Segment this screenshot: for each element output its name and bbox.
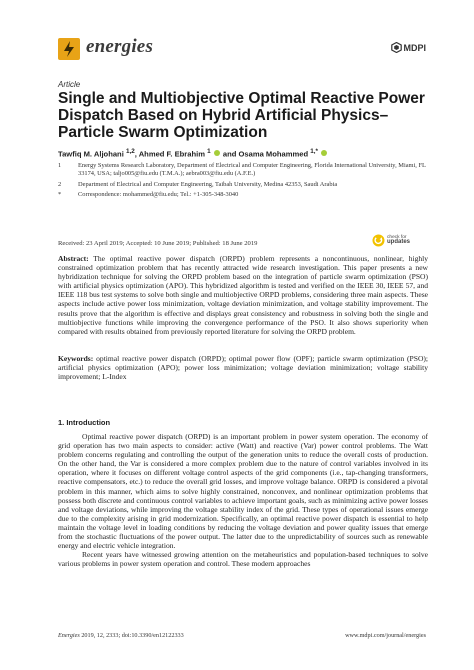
check-updates-icon [372,234,385,247]
keywords-text: optimal reactive power dispatch (ORPD); optimal power flow (OPF); particle swarm optimization (PSO); artificial physics optimization (APO); power loss minimization; voltage deviation minimization; voltage stability improvement; L-Index [58,354,429,382]
affiliation-mark: * [58,191,62,198]
badge-line-1: check for [387,234,407,240]
footer-journal: Energies [58,632,80,639]
author-affiliation-mark: 1,2 [125,148,135,155]
affiliation-2 [58,181,428,189]
intro-paragraph-1: Optimal reactive power dispatch (ORPD) is an important problem in power system operation. The economy of grid operation has two main aspects to consider: active (Watt) and reactive (Var) power control problems. The Watt problem concerns regulating and controlling the output of the generation units to reduce the overall costs of production. On the other hand, the Var is considered a more complex problem due to the nature of control variables involved in its operation, where it focuses on different voltage control aspects of the grid components (i.e., tap-changing transformers, reactive compensators, etc.) to reduce the overall grid losses, and improve voltage balance. ORPD is considered a pivotal problem in this manner, which aims to solve highly constrained, nonconvex, and nonlinear optimization problems that possess both discrete and continuous control variables to achieve important goals, such as minimizing active power losses and voltage deviations, while improving the voltage stability index of the grid. These types of operational issues emerge due to the complexity arising in grid modernization. Specifically, an optimal reactive power dispatch is essential to help maintain the voltage level in loading conditions by reducing the voltage deviation and power quality issues that emerge from the stochastic fluctuations of the power output. The latter due to the unpredictability of sources such as renewable energy and electric vehicle integration. [58,432,428,551]
author-affiliation-mark: 1,* [310,148,318,155]
affiliation-1 [58,162,428,179]
journal-name: energies [86,36,154,57]
page-footer [58,632,426,639]
footer-url[interactable]: www.mdpi.com/journal/energies [345,632,426,639]
author-name[interactable]: Ahmed F. Ebrahim [138,149,205,159]
orcid-icon[interactable] [321,150,327,156]
footer-citation [58,632,184,639]
correspondence-text: Correspondence: mohammed@fiu.edu; Tel.: +1-305-348-3040 [78,191,239,198]
publisher-name: MDPI [403,42,426,53]
author-affiliation-mark: 1 [207,148,211,155]
energies-logo-icon [58,38,80,60]
publication-dates: Received: 23 April 2019; Accepted: 10 June 2019; Published: 18 June 2019 [58,240,258,247]
author-list: Tawfiq M. Aljohani $^{1,2}$, Ahmed F. Ebrahim $^1$ and Osama Mohammed $^{1,*}$ [58,148,428,159]
abstract [58,254,428,336]
check-for-updates-badge[interactable] [372,232,416,248]
section-heading: 1. Introduction [58,418,111,427]
publisher-logo [391,42,427,53]
author-name[interactable]: Tawfiq M. Aljohani [58,149,124,159]
keywords [58,354,428,381]
journal-header [58,36,426,68]
abstract-text: The optimal reactive power dispatch (ORPD) problem represents a noncontinuous, nonlinear, highly constrained optimization problem that has recently attracted wide research investigation. This paper presents a new hybridization technique for solving the ORPD problem based on the integration of particle swarm optimization (PSO) with artificial physics optimization (APO). This hybridized algorithm is tested and verified on the IEEE 30, IEEE 57, and IEEE 118 bus test systems to solve both single and multiobjective ORPD problems, considering three main aspects. These aspects include active power loss minimization, voltage deviation minimization, and voltage stability improvement. The results prove that the algorithm is effective and displays great consistency and robustness in solving both the single and multiobjective functions while improving the convergence performance of the PSO. It also shows superiority when compared with results obtained from previously reported literature for solving the ORPD problem. [58,254,428,336]
affiliation-mark: 1 [58,162,62,169]
affiliation-text: Department of Electrical and Computer Engineering, Taibah University, Medina 42353, Saudi Arabia [78,181,338,188]
correspondence [58,191,428,199]
footer-doi: 2019, 12, 2333; doi:10.3390/en12122333 [81,632,184,639]
badge-line-2: updates [387,239,411,245]
keywords-label: Keywords: [58,354,94,363]
orcid-icon[interactable] [214,150,220,156]
article-title: Single and Multiobjective Optimal Reactive Power Dispatch Based on Hybrid Artificial Physics–Particle Swarm Optimization [58,90,425,141]
affiliation-text: Energy Systems Research Laboratory, Department of Electrical and Computer Engineering, Florida International University, Miami, FL 33174, USA; taljo005@fiu.edu (T.M.A.); aebra003@fiu.edu (A.F.E.) [78,162,426,178]
article-type: Article [58,80,81,89]
intro-paragraph-2: Recent years have witnessed growing attention on the metaheuristics and population-based techniques to solve various problems in power system operation and control. These modern approaches [58,550,428,569]
abstract-label: Abstract: [58,254,89,263]
author-name[interactable]: and Osama Mohammed [222,149,309,159]
mdpi-logo-icon [391,42,402,53]
introduction-body [58,432,428,568]
affiliation-mark: 2 [58,181,62,188]
